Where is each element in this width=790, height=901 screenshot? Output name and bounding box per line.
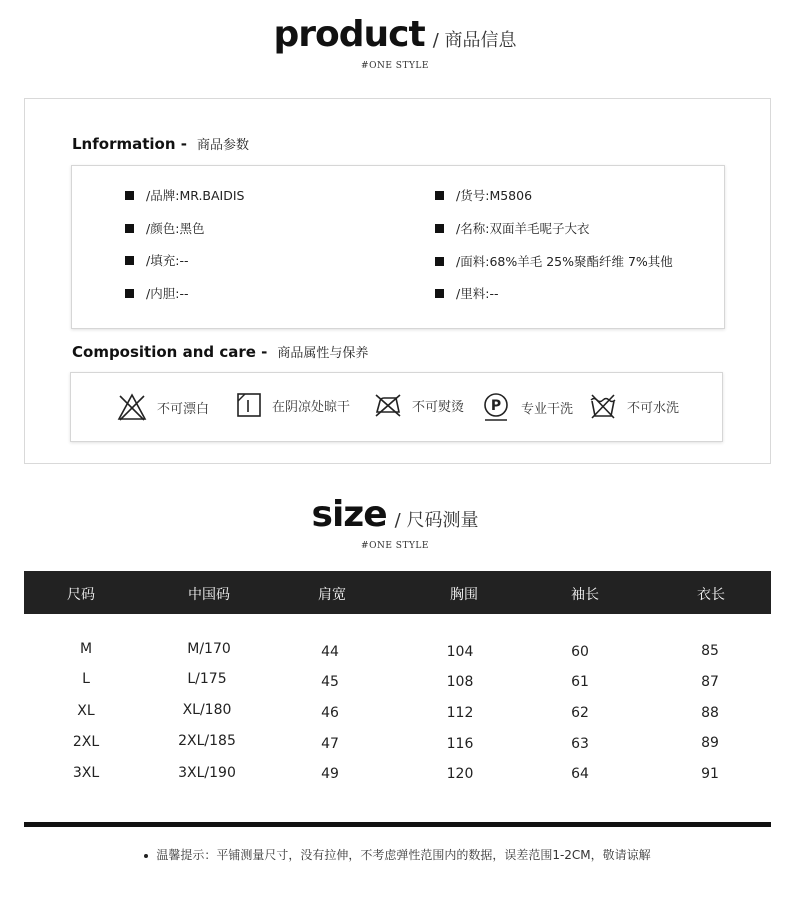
care-item-no-bleach: 不可漂白 bbox=[117, 392, 209, 422]
dry-in-shade-icon bbox=[236, 392, 262, 418]
no-iron-icon bbox=[374, 392, 402, 418]
product-subtitle: / 商品信息 bbox=[432, 30, 517, 51]
parameters-box bbox=[71, 165, 725, 329]
table-row: 3XL 3XL/190 49 120 64 91 bbox=[72, 765, 719, 782]
product-title-block bbox=[0, 14, 790, 71]
care-item-dry-clean: P 专业干洗 bbox=[481, 392, 573, 422]
table-row: 2XL 2XL/185 47 116 63 89 bbox=[72, 733, 719, 752]
size-title: size bbox=[311, 494, 387, 535]
header-sleeve: 袖长 bbox=[571, 587, 599, 603]
bullet-square-icon bbox=[125, 289, 134, 298]
header-chest: 胸围 bbox=[450, 587, 478, 603]
param-brand: /品牌: MR.BAIDIS bbox=[125, 186, 245, 204]
bullet-square-icon bbox=[125, 191, 134, 200]
care-item-dry-in-shade: 在阴凉处晾干 bbox=[236, 392, 350, 418]
size-table-header bbox=[24, 571, 771, 614]
table-bottom-divider bbox=[24, 822, 771, 827]
header-china-size: 中国码 bbox=[188, 587, 230, 603]
size-title-block bbox=[0, 494, 790, 551]
care-item-no-wash: 不可水洗 bbox=[589, 392, 679, 420]
bullet-square-icon bbox=[435, 191, 444, 200]
no-wash-icon bbox=[589, 392, 617, 420]
table-row: M M/170 44 104 60 85 bbox=[79, 641, 719, 660]
care-instructions-box bbox=[70, 372, 723, 442]
header-shoulder: 肩宽 bbox=[318, 587, 346, 603]
dry-clean-icon bbox=[481, 392, 511, 422]
table-row: XL XL/180 46 112 62 88 bbox=[77, 702, 719, 721]
param-color: /颜色: 黑色 bbox=[125, 219, 204, 237]
bullet-square-icon bbox=[435, 224, 444, 233]
care-item-no-iron: 不可熨烫 bbox=[374, 392, 464, 418]
param-fabric: /面料: 68%羊毛 25%聚酯纤维 7%其他 bbox=[435, 252, 673, 270]
bullet-square-icon bbox=[435, 257, 444, 266]
param-item-number: /货号: M5806 bbox=[435, 186, 532, 204]
information-heading: Lnformation - 商品参数 bbox=[72, 135, 249, 153]
size-table bbox=[24, 571, 771, 873]
size-subtitle: / 尺码测量 bbox=[394, 510, 479, 531]
product-title: product bbox=[273, 14, 425, 55]
size-style-tag: #ONE STYLE bbox=[361, 541, 429, 551]
product-info-card bbox=[24, 98, 771, 464]
param-filling: /填充: -- bbox=[125, 251, 188, 269]
header-length: 衣长 bbox=[697, 587, 725, 603]
bullet-square-icon bbox=[125, 224, 134, 233]
dry-clean-letter: P bbox=[490, 398, 502, 414]
composition-care-heading: Composition and care - 商品属性与保养 bbox=[72, 343, 369, 361]
no-bleach-icon bbox=[117, 392, 147, 422]
bullet-dot-icon bbox=[144, 854, 148, 858]
bullet-square-icon bbox=[435, 289, 444, 298]
param-lining: /里料: -- bbox=[435, 284, 498, 302]
bullet-square-icon bbox=[125, 256, 134, 265]
table-row: L L/175 45 108 61 87 bbox=[82, 671, 719, 690]
header-size: 尺码 bbox=[67, 587, 95, 603]
param-inner: /内胆: -- bbox=[125, 284, 188, 302]
param-name: /名称: 双面羊毛呢子大衣 bbox=[435, 219, 589, 237]
size-note: 温馨提示：平铺测量尺寸，没有拉伸，不考虑弹性范围内的数据，误差范围1-2CM，敬请谅解 bbox=[24, 846, 771, 863]
product-style-tag: #ONE STYLE bbox=[361, 61, 429, 71]
